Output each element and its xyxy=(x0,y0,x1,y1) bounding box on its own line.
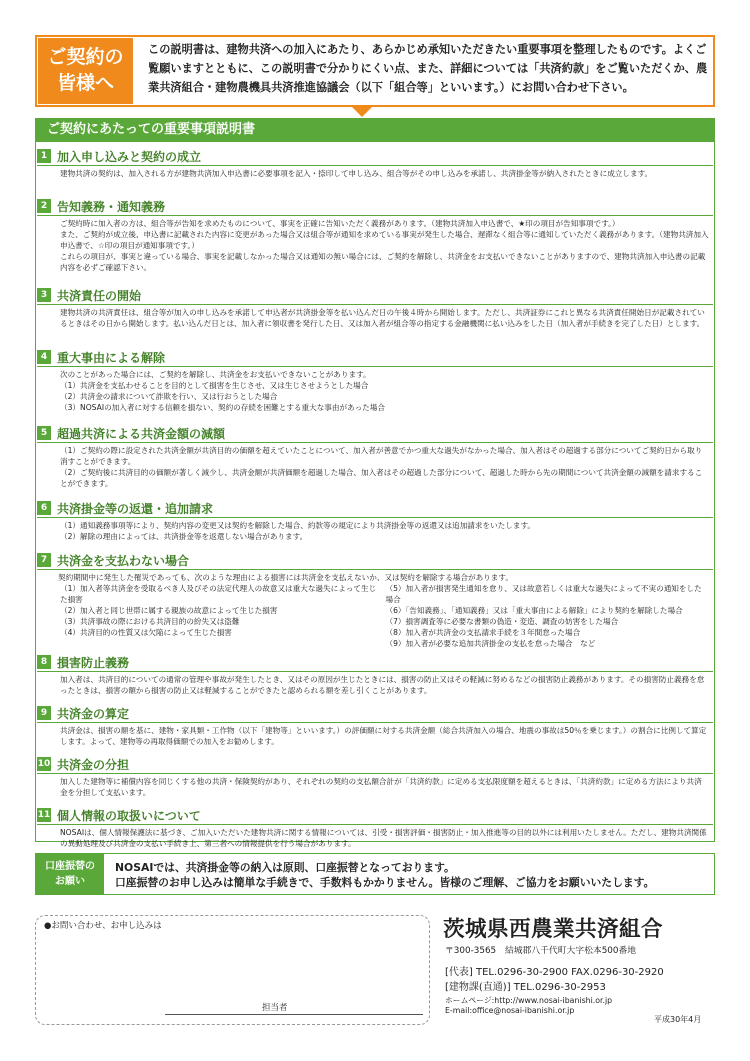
section-paragraph: （1）共済金を支払わせることを目的として損害を生じさせ、又は生じさせようとした場合 xyxy=(60,381,369,390)
section-column-left xyxy=(58,583,384,649)
section-title-row xyxy=(37,199,713,216)
section-number: 5 xyxy=(37,426,51,440)
section-paragraph: また、ご契約が成立後、申込書に記載された内容に変更があった場合又は組合等が通知を求めている事実が発生した場合、遅滞なく組合等に通知していただく義務があります。（建物共済加入申込書で、☆印の項目が通知事項です。） xyxy=(60,230,709,250)
section-title-row xyxy=(37,426,713,443)
section-paragraph: 建物共済の契約は、加入される方が建物共済加入申込書に必要事項を記入・捺印して申し込み、組合等がその申し込みを承諾し、共済掛金等が納入されたときに成立します。 xyxy=(60,169,653,178)
section-3 xyxy=(37,288,713,329)
section-number: 2 xyxy=(37,199,51,213)
section-number: 11 xyxy=(37,810,51,820)
section-title-row xyxy=(37,501,713,518)
bank-line2: 口座振替のお申し込みは簡単な手続きで、手数料もかかりません。皆様のご理解、ご協力をお願いいたします。 xyxy=(115,876,655,889)
list-item: （3）共済事故の際における共済目的の紛失又は盗難 xyxy=(60,617,240,626)
section-body xyxy=(37,570,713,649)
org-email-link[interactable]: E-mail:office@nosai-ibanishi.or.jp xyxy=(445,1006,575,1015)
list-item: （1）加入者等共済金を受取るべき人及びその法定代理人の故意又は重大な過失によって生じた損害 xyxy=(60,584,377,604)
section-paragraph: （2）ご契約後に共済目的の価額が著しく減少し、共済金額が共済価額を超過した場合、加入者はその超過した部分について、超過した時から先の期間について共済金額の減額を請求することができます。 xyxy=(60,468,703,488)
list-item: （7）損害調査等に必要な書類の偽造・変造、調査の妨害をした場合 xyxy=(385,617,619,626)
section-title-row xyxy=(37,350,713,367)
list-item: （6）「告知義務」、「通知義務」又は「重大事由による解除」により契約を解除した場合 xyxy=(385,606,683,615)
section-paragraph: （1）通知義務事項等により、契約内容の変更又は契約を解除した場合、約款等の規定により共済掛金等の返還又は追加請求をいたします。 xyxy=(60,521,536,530)
section-title: 告知義務・通知義務 xyxy=(57,200,166,214)
tantou-label: 担当者 xyxy=(262,1003,288,1013)
section-8 xyxy=(37,655,713,696)
section-paragraph: （1）ご契約の際に設定された共済金額が共済目的の価額を超えていたことについて、加入者が善意でかつ重大な過失がなかった場合、加入者はその超過する部分についてご契約日から取り消すことができます。 xyxy=(60,446,703,466)
intro-badge-line2: 皆様へ xyxy=(56,72,114,94)
section-number: 6 xyxy=(37,501,51,515)
section-title-row xyxy=(37,757,713,774)
section-intro: 契約期間中に発生した罹災であっても、次のような理由による損害には共済金を支払えないか、又は契約を解除する場合があります。 xyxy=(58,573,513,582)
contact-label: ●お問い合わせ、お申し込みは xyxy=(44,921,162,931)
section-paragraph: 共済金は、損害の額を基に、建物・家具類・工作物（以下「建物等」といいます。）の評価額に対する共済金額（総合共済加入の場合、地震の事故は50％を乗じます。）の割合に比例して算定します。よって、建物等の再取得価額での加入をお勧めします。 xyxy=(60,726,707,746)
section-paragraph: （2）共済金の請求について詐欺を行い、又は行おうとした場合 xyxy=(60,392,278,401)
section-title-row xyxy=(37,706,713,723)
intro-badge xyxy=(38,38,133,104)
section-number: 10 xyxy=(37,759,51,769)
section-paragraph: これらの項目が、事実と違っている場合、事実を記載しなかった場合又は通知の無い場合には、ご契約を解除し、共済金をお支払いできないことがありますので、建物共済加入申込書の記載内容を必ずご確認下さい。 xyxy=(60,252,706,272)
issue-date: 平成30年4月 xyxy=(654,1015,702,1024)
section-title-row xyxy=(37,553,713,570)
org-website-link[interactable]: ホームページ:http://www.nosai-ibanishi.or.jp xyxy=(445,996,613,1005)
section-11 xyxy=(37,808,713,849)
section-body xyxy=(37,825,713,849)
section-paragraph: ご契約時に加入者の方は、組合等が告知を求めたものについて、事実を正確に告知いただく義務があります。（建物共済加入申込書で、★印の項目が告知事項です。） xyxy=(60,219,620,228)
section-title-row xyxy=(37,288,713,305)
section-7 xyxy=(37,553,713,649)
main-title: ご契約にあたっての重要事項説明書 xyxy=(35,118,715,142)
section-body xyxy=(37,723,713,747)
bank-text xyxy=(115,860,710,890)
section-number: 4 xyxy=(37,350,51,364)
section-body xyxy=(37,305,713,329)
section-paragraph: 加入者は、共済目的についての通常の管理や事故が発生したとき、又はその原因が生じたときには、損害の防止又はその軽減に努めるなどの損害防止義務があります。その損害防止義務を怠ったときは、損害の額から損害の防止又は軽減することができたと認められる額を差し引くことがあります。 xyxy=(60,675,705,695)
section-number: 8 xyxy=(37,655,51,669)
section-paragraph: （2）解除の理由によっては、共済掛金等を返還しない場合があります。 xyxy=(60,532,308,541)
intro-arrow xyxy=(350,105,374,117)
section-title: 重大事由による解除 xyxy=(57,351,166,365)
section-6 xyxy=(37,501,713,542)
list-item: （9）加入者が必要な追加共済掛金の支払を怠った場合 など xyxy=(385,639,596,648)
section-9 xyxy=(37,706,713,747)
section-title: 共済金の算定 xyxy=(57,707,130,721)
intro-badge-line1: ご契約の xyxy=(47,46,124,68)
section-body xyxy=(37,443,713,489)
org-name: 茨城県西農業共済組合 xyxy=(443,917,664,942)
section-number: 9 xyxy=(37,706,51,720)
section-5 xyxy=(37,426,713,489)
bank-line1: NOSAIでは、共済掛金等の納入は原則、口座振替となっております。 xyxy=(115,861,455,874)
list-item: （2）加入者と同じ世帯に属する親族の故意によって生じた損害 xyxy=(60,606,278,615)
org-address: 〒300-3565 結城郡八千代町大字松本500番地 xyxy=(445,946,637,956)
section-title-row xyxy=(37,149,713,166)
section-title: 損害防止義務 xyxy=(57,656,130,670)
section-title: 個人情報の取扱いについて xyxy=(57,809,201,823)
section-10 xyxy=(37,757,713,798)
section-title: 超過共済による共済金額の減額 xyxy=(57,427,226,441)
list-item: （5）加入者が損害発生通知を怠り、又は故意若しくは重大な過失によって不実の通知をした場合 xyxy=(385,584,702,604)
list-item: （4）共済目的の性質又は欠陥によって生じた損害 xyxy=(60,628,232,637)
section-columns xyxy=(58,583,709,649)
section-2 xyxy=(37,199,713,273)
section-title: 加入申し込みと契約の成立 xyxy=(57,150,202,164)
section-body xyxy=(37,166,713,179)
org-tel: [代表] TEL.0296-30-2900 FAX.0296-30-2920 xyxy=(445,967,664,978)
section-title: 共済金の分担 xyxy=(57,758,130,772)
section-body xyxy=(37,216,713,273)
section-number: 1 xyxy=(37,149,51,163)
section-title: 共済掛金等の返還・追加請求 xyxy=(57,502,214,516)
bank-label-line1: 口座振替の xyxy=(45,861,95,872)
section-paragraph: （3）NOSAIの加入者に対する信頼を損ない、契約の存続を困難とする重大な事由があった場合 xyxy=(60,403,385,412)
section-column-right xyxy=(384,583,710,649)
section-paragraph: 次のことがあった場合には、ご契約を解除し、共済金をお支払いできないことがあります。 xyxy=(60,370,371,379)
bank-label xyxy=(36,854,104,894)
section-body xyxy=(37,774,713,798)
intro-text: この説明書は、建物共済への加入にあたり、あらかじめ承知いただきたい重要事項を整理したものです。よくご覧願いますとともに、この説明書で分かりにくい点、また、詳細については「共済約款」をご覧いただくか、農業共済組合・建物農機具共済推進協議会（以下「組合等」といいます。）にお問い合わせ下さい。 xyxy=(148,43,708,94)
section-paragraph: 加入した建物等に補償内容を同じくする他の共済・保険契約があり、それぞれの契約の支払額合計が「共済約款」に定める支払限度額を超えるときは、「共済約款」に定める方法により共済金を分担して支払います。 xyxy=(60,777,702,797)
section-4 xyxy=(37,350,713,413)
section-paragraph: 建物共済の共済責任は、組合等が加入の申し込みを承諾して申込者が共済掛金等を払い込んだ日の午後４時から開始します。ただし、共済証券にこれと異なる共済責任開始日が記載されているときはその日から開始します。払い込んだ日とは、加入者に領収書を発行した日、又は加入者が組合等の指定する金融機関に払い込みをした日（加入者が手続きを完了した日）とします。 xyxy=(60,308,705,328)
tantou-line xyxy=(165,1014,423,1015)
section-title-row xyxy=(37,808,713,825)
section-title-row xyxy=(37,655,713,672)
section-body xyxy=(37,518,713,542)
section-title: 共済金を支払わない場合 xyxy=(57,554,190,568)
org-tel-direct: [建物課(直通)] TEL.0296-30-2953 xyxy=(445,982,606,993)
section-title: 共済責任の開始 xyxy=(57,289,142,303)
list-item: （8）加入者が共済金の支払請求手続を３年間怠った場合 xyxy=(385,628,581,637)
section-1 xyxy=(37,149,713,179)
bank-label-line2: お願い xyxy=(55,876,85,887)
section-paragraph: NOSAIは、個人情報保護法に基づき、ご加入いただいた建物共済に関する情報については、引受・損害評価・損害防止・加入推進等の目的以外には利用いたしません。ただし、建物共済関係の異動処理及び共済金の支払い手続き上、第三者への情報提供を行う場合があります。 xyxy=(60,828,707,848)
section-body xyxy=(37,367,713,413)
section-body xyxy=(37,672,713,696)
section-number: 3 xyxy=(37,288,51,302)
section-number: 7 xyxy=(37,553,51,567)
contact-box xyxy=(35,915,430,1025)
